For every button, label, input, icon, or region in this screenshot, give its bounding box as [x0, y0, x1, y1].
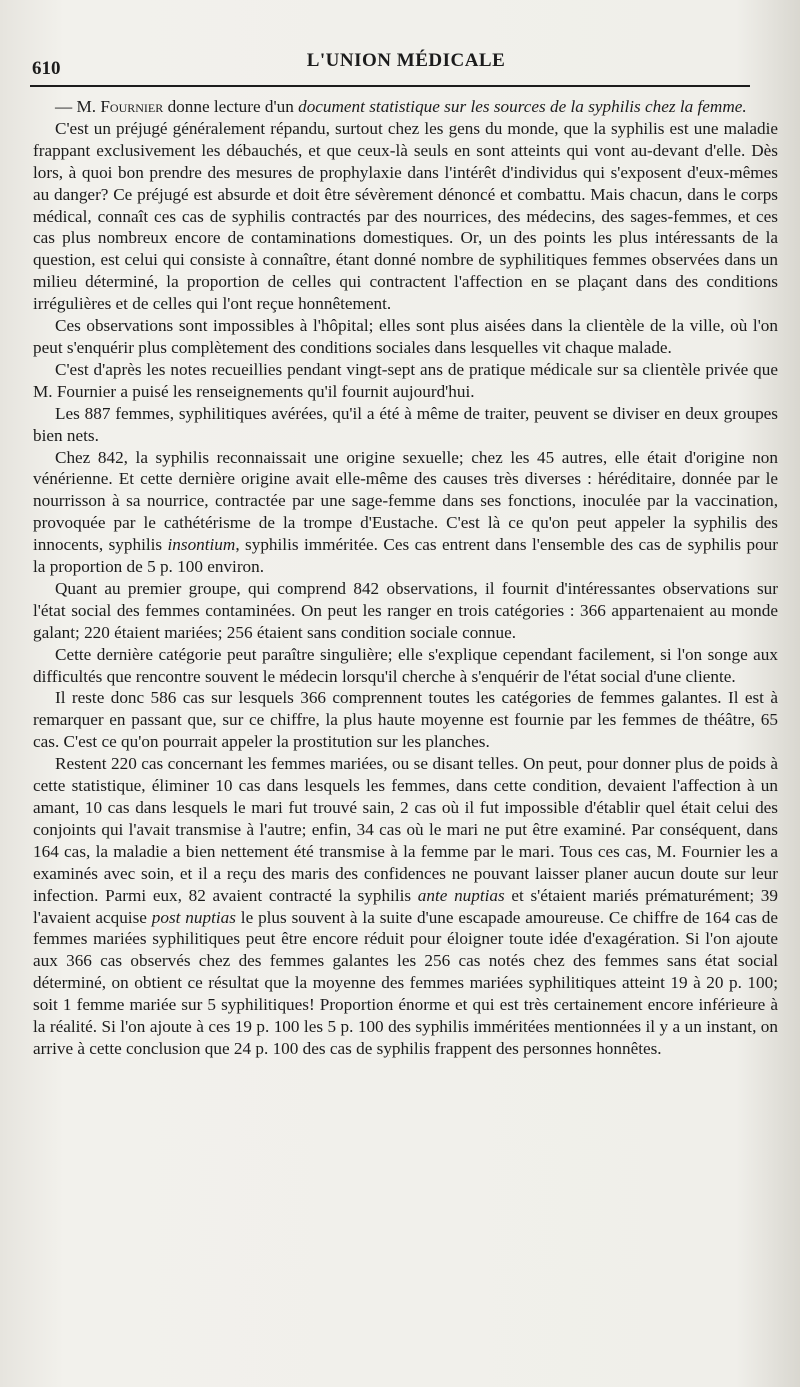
- text-run: le plus souvent à la suite d'une escapade amoureuse. Ce chiffre de 164 cas de femmes mariées syphilitiques peut être encore réduit pour éloigner toute idée d'exagération. Si l'on ajoute aux 366 cas observés chez des femmes galantes les 256 cas notés chez des femmes sans état social déterminé, on obtient ce résultat que la moyenne des femmes mariées syphilitiques atteint 19 à 20 p. 100; soit 1 femme mariée sur 5 syphilitiques! Proportion énorme et qui est très certainement encore inférieure à la réalité. Si l'on ajoute à ces 19 p. 100 les 5 p. 100 des syphilis imméritées mentionnées il y a un instant, on arrive à cette conclusion que 24 p. 100 des cas de syphilis frappent des personnes honnêtes.: [33, 907, 778, 1058]
- text-run: C'est un préjugé généralement répandu, surtout chez les gens du monde, que la syphilis est une maladie frappant exclusivement les débauchés, et que ceux-là seuls en sont atteints qui vont au-devant d'elle. Dès lors, à quoi bon prendre des mesures de prophylaxie dans l'intérêt d'individus qui s'exposent d'eux-mêmes au danger? Ce préjugé est absurde et doit être sévèrement dénoncé et combattu. Mais chacun, dans le corps médical, connaît ces cas de syphilis contractés par des nourrices, des médecins, des sages-femmes, et ces cas plus nombreux encore de contaminations domestiques. Or, un des points les plus intéressants de la question, est celui qui consiste à connaître, étant donné nombre de syphilitiques femmes observées dans un milieu déterminé, la proportion de celles qui contractent l'affection en se plaçant dans des conditions irrégulières et de celles qui l'ont reçue honnêtement.: [33, 118, 778, 314]
- italic-text: post nuptias: [151, 907, 236, 927]
- paragraph: [33, 447, 778, 578]
- italic-text: document statistique sur les sources de la syphilis chez la femme.: [298, 97, 747, 116]
- paragraph: [33, 644, 778, 688]
- small-caps-name: Fournier: [100, 97, 164, 116]
- text-run: Ces observations sont impossibles à l'hôpital; elles sont plus aisées dans la clientèle de la ville, où l'on peut s'enquérir plus complètement des conditions sociales dans lesquelles vit chaque malade.: [33, 316, 778, 357]
- text-run: — M.: [55, 97, 101, 116]
- text-run: Restent 220 cas concernant les femmes mariées, ou se disant telles. On peut, pour donner plus de poids à cette statistique, éliminer 10 cas dans lesquels les femmes, dans cette condition, devaient l'affection à un amant, 10 cas dans lesquels le mari fut trouvé sain, 2 cas où il fut impossible d'établir quel était celui des conjoints qui l'avait transmise à l'autre; enfin, 34 cas où le mari ne put être examiné. Par conséquent, dans 164 cas, la maladie a bien nettement été transmise à la femme par le mari. Tous ces cas, M. Fournier les a examinés avec soin, et il a reçu des maris des confidences ne pouvant laisser planer aucun doute sur leur infection. Parmi eux, 82 avaient contracté la syphilis: [33, 754, 778, 905]
- text-run: Cette dernière catégorie peut paraître singulière; elle s'explique cependant facilement, si l'on songe aux difficultés que rencontre souvent le médecin lorsqu'il cherche à s'enquérir de l'état social d'une cliente.: [33, 644, 778, 686]
- article-body: [33, 96, 778, 1060]
- page-number: 610: [32, 58, 61, 79]
- paragraph: [33, 687, 778, 753]
- header-rule: [30, 85, 750, 87]
- italic-text: ante nuptias: [417, 885, 505, 905]
- text-run: , syphilis imméritée. Ces cas entrent dans l'ensemble des cas de syphilis pour la proportion de 5 p. 100 environ.: [33, 535, 778, 577]
- text-run: donne lecture d'un: [163, 97, 299, 116]
- running-title: L'UNION MÉDICALE: [306, 50, 506, 71]
- paragraph: [33, 359, 778, 403]
- paragraph: [33, 96, 778, 118]
- text-run: C'est d'après les notes recueillies pendant vingt-sept ans de pratique médicale sur sa clientèle privée que M. Fournier a puisé les renseignements qu'il fournit aujourd'hui.: [33, 359, 778, 401]
- text-run: Il reste donc 586 cas sur lesquels 366 comprennent toutes les catégories de femmes galantes. Il est à remarquer en passant que, sur ce chiffre, la plus haute moyenne est fournie par les femmes de théâtre, 65 cas. C'est ce qu'on pourrait appeler la prostitution sur les planches.: [33, 688, 778, 752]
- text-run: Chez 842, la syphilis reconnaissait une origine sexuelle; chez les 45 autres, elle était d'origine non vénérienne. Et cette dernière origine avait elle-même des causes très diverses : héréditaire, donnée par le nourrisson à sa nourrice, contractée par une sage-femme dans ses fonctions, inoculée par la vaccination, provoquée par le cathétérisme de la trompe d'Eustache. C'est là ce qu'on peut appeler la syphilis des innocents, syphilis: [33, 447, 778, 555]
- paragraph: [33, 578, 778, 644]
- text-run: et s'étaient mariés prématurément; 39 l'avaient acquise: [33, 885, 778, 927]
- text-run: Les 887 femmes, syphilitiques avérées, qu'il a été à même de traiter, peuvent se diviser en deux groupes bien nets.: [33, 403, 778, 445]
- paragraph: [33, 315, 778, 359]
- paragraph: [33, 118, 778, 315]
- paragraph: [33, 753, 778, 1060]
- text-run: Quant au premier groupe, qui comprend 842 observations, il fournit d'intéressantes observations sur l'état social des femmes contaminées. On peut les ranger en trois catégories : 366 appartenaient au monde galant; 220 étaient mariées; 256 étaient sans condition sociale connue.: [33, 578, 778, 642]
- page-header: [30, 44, 782, 84]
- paragraph: [33, 403, 778, 447]
- italic-text: insontium: [167, 535, 236, 555]
